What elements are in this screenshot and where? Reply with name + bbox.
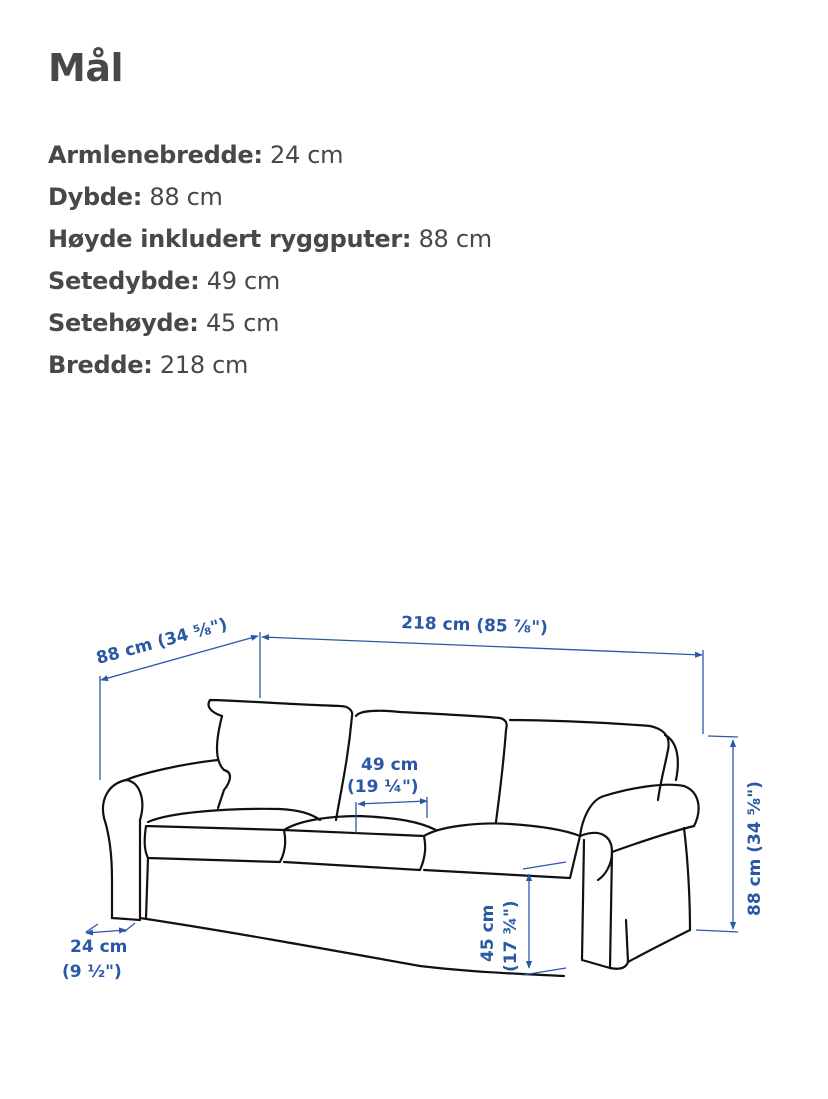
spec-label: Armlenebredde:: [48, 141, 263, 169]
dimension-spec-list: [48, 134, 492, 386]
dimension-labels: [62, 613, 765, 982]
spec-value: 218 cm: [159, 351, 249, 379]
spec-label: Dybde:: [48, 183, 143, 211]
spec-label: Setedybde:: [48, 267, 200, 295]
spec-depth: [48, 176, 492, 218]
height-dimension-label: 88 cm (34 ⅝"): [745, 781, 765, 916]
spec-value: 88 cm: [149, 183, 223, 211]
sofa-diagram-svg: [0, 580, 828, 1099]
sofa-icon: [103, 700, 699, 976]
seat-depth-cm-label: 49 cm: [361, 755, 419, 775]
spec-armrest-width: [48, 134, 492, 176]
seat-depth-in-label: (19 ¼"): [347, 777, 419, 797]
width-dimension-label: 218 cm (85 ⅞"): [400, 613, 549, 639]
spec-seat-depth: [48, 260, 492, 302]
spec-label: Høyde inkludert ryggputer:: [48, 225, 412, 253]
depth-dimension-label: 88 cm (34 ⅝"): [94, 614, 230, 669]
seat-height-cm-label: 45 cm: [478, 904, 498, 962]
spec-label: Bredde:: [48, 351, 153, 379]
spec-value: 49 cm: [206, 267, 280, 295]
seat-height-in-label: (17 ¾"): [501, 900, 521, 972]
armrest-cm-label: 24 cm: [70, 937, 128, 957]
spec-value: 88 cm: [418, 225, 492, 253]
sofa-dimension-diagram: [0, 580, 828, 1099]
spec-width: [48, 344, 492, 386]
spec-value: 45 cm: [205, 309, 280, 337]
page-title: Mål: [48, 46, 123, 90]
spec-seat-height: [48, 302, 492, 344]
spec-height-incl-back-cushions: [48, 218, 492, 260]
dimension-annotations: [86, 632, 738, 975]
spec-label: Setehøyde:: [48, 309, 199, 337]
spec-value: 24 cm: [269, 141, 344, 169]
armrest-in-label: (9 ½"): [62, 962, 122, 982]
